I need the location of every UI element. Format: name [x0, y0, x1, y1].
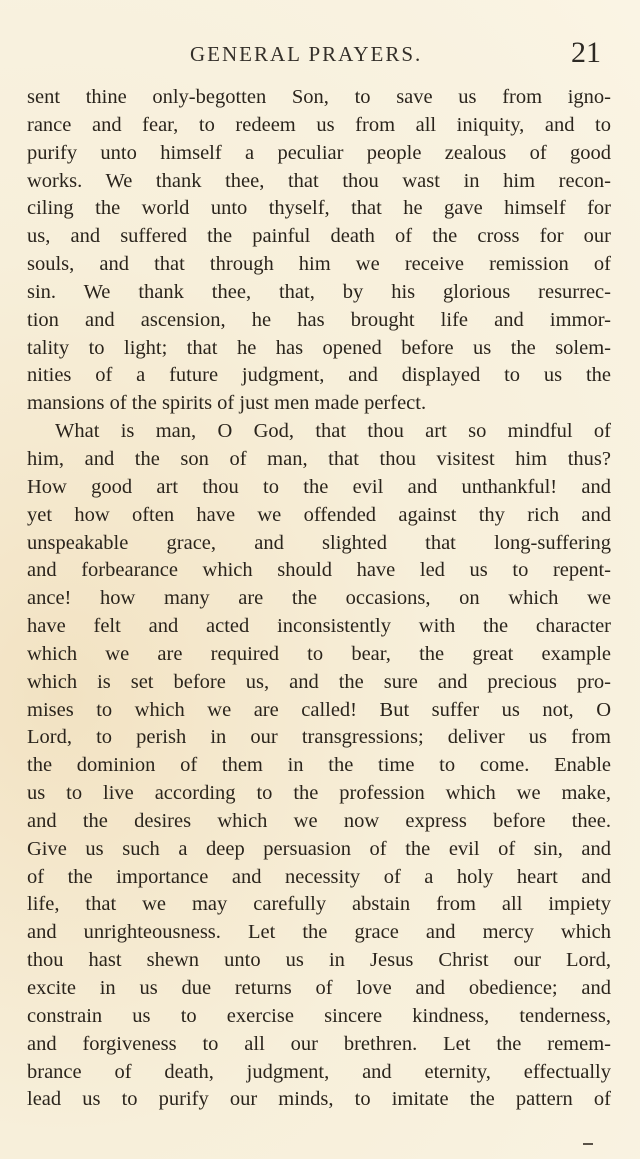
text-line: works. We thank thee, that thou wast in him recon- [27, 169, 611, 192]
text-line: tality to light; that he has opened before us the solem- [27, 336, 611, 359]
text-line: the dominion of them in the time to come. Enable [27, 754, 611, 777]
text-line: us, and suffered the painful death of the cross for our [27, 225, 611, 248]
text-line: mansions of the spirits of just men made perfect. [27, 392, 427, 415]
text-line: have felt and acted inconsistently with the character [27, 615, 611, 638]
text-line: lead us to purify our minds, to imitate the pattern of [27, 1088, 611, 1111]
text-line: unspeakable grace, and slighted that long-suffering [27, 531, 611, 554]
print-mark [583, 1143, 593, 1145]
text-line: him, and the son of man, that thou visitest him thus? [27, 447, 611, 470]
text-line: Give us such a deep persuasion of the evil of sin, and [27, 837, 611, 860]
text-line: and forbearance which should have led us to repent- [27, 559, 611, 582]
text-line: mises to which we are called! But suffer us not, O [27, 698, 611, 721]
text-line: ance! how many are the occasions, on which we [27, 587, 611, 610]
text-line: us to live according to the profession which we make, [27, 782, 611, 805]
text-line: which is set before us, and the sure and precious pro- [27, 670, 611, 693]
text-line: of the importance and necessity of a holy heart and [27, 865, 611, 888]
text-line: life, that we may carefully abstain from all impiety [27, 893, 611, 916]
text-line: nities of a future judgment, and displayed to us the [27, 364, 611, 387]
running-head: GENERAL PRAYERS. [190, 42, 423, 66]
text-line: tion and ascension, he has brought life and immor- [27, 308, 611, 331]
text-line: How good art thou to the evil and unthankful! and [27, 475, 611, 498]
text-line: and forgiveness to all our brethren. Let the remem- [27, 1032, 611, 1055]
text-line: which we are required to bear, the great example [27, 642, 611, 665]
text-line: brance of death, judgment, and eternity, effectually [27, 1060, 611, 1083]
body-text [27, 84, 611, 1114]
text-line: sin. We thank thee, that, by his glorious resurrec- [27, 280, 611, 303]
text-line: thou hast shewn unto us in Jesus Christ our Lord, [27, 949, 611, 972]
text-line: Lord, to perish in our transgressions; deliver us from [27, 726, 611, 749]
text-line: constrain us to exercise sincere kindness, tenderness, [27, 1004, 611, 1027]
text-line: yet how often have we offended against thy rich and [27, 503, 611, 526]
text-line: ciling the world unto thyself, that he gave himself for [27, 197, 611, 220]
page-number: 21 [571, 36, 601, 69]
text-line: What is man, O God, that thou art so mindful of [55, 420, 611, 443]
text-line: and the desires which we now express before thee. [27, 809, 611, 832]
text-line: sent thine only-begotten Son, to save us from igno- [27, 86, 611, 108]
text-line: purify unto himself a peculiar people zealous of good [27, 141, 611, 164]
text-line: and unrighteousness. Let the grace and mercy which [27, 921, 611, 944]
text-line: rance and fear, to redeem us from all iniquity, and to [27, 113, 611, 136]
page-header [0, 36, 640, 72]
text-line: souls, and that through him we receive remission of [27, 253, 611, 276]
text-line: excite in us due returns of love and obedience; and [27, 977, 611, 999]
